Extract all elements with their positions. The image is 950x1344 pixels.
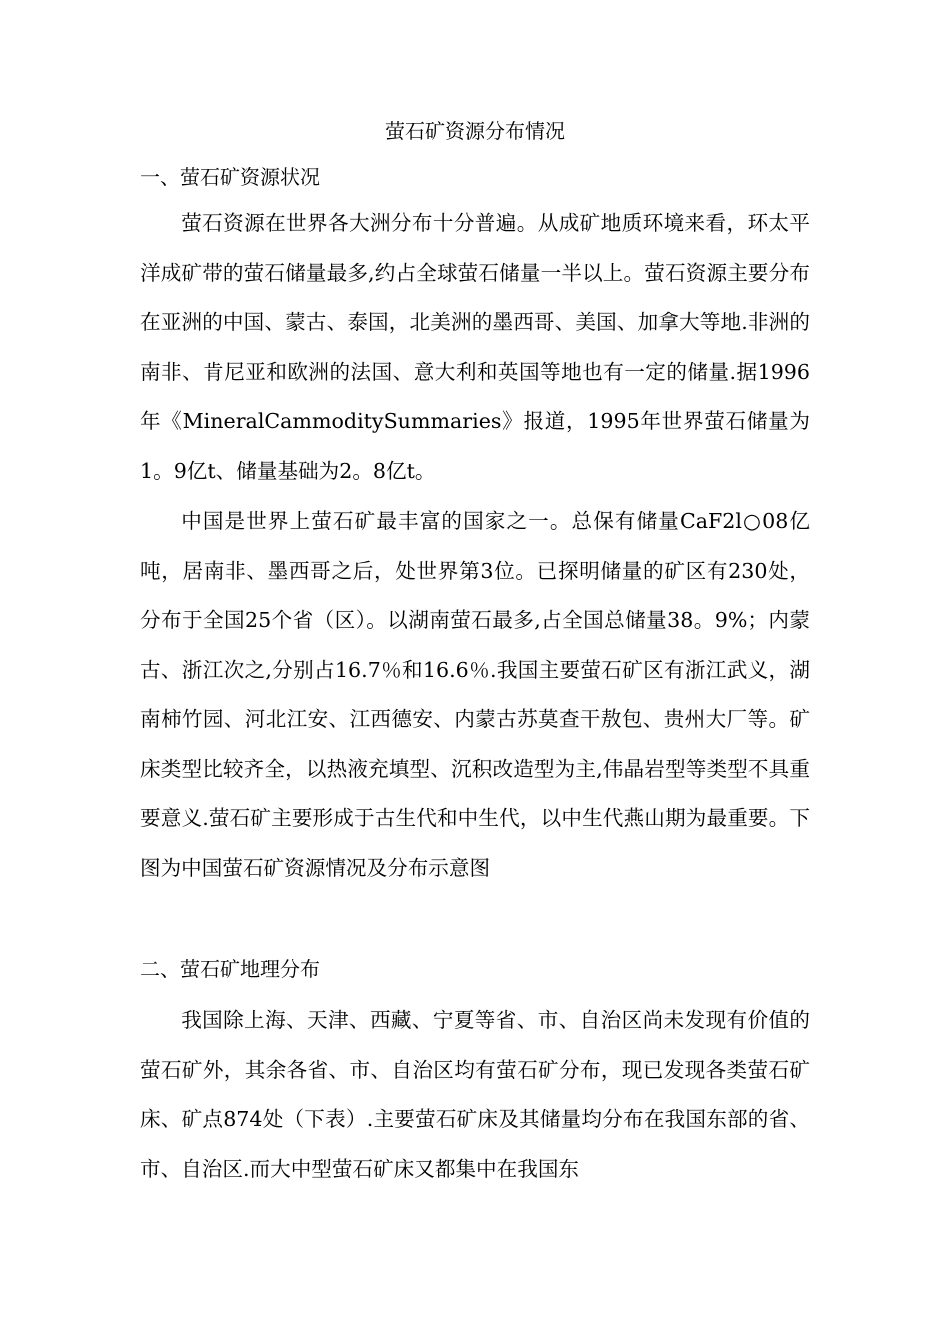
section-heading-resource-status: 一、萤石矿资源状况 xyxy=(140,165,320,189)
section-heading-geographic-distribution: 二、萤石矿地理分布 xyxy=(140,957,320,981)
paragraph-world-distribution: 萤石资源在世界各大洲分布十分普遍。从成矿地质环境来看，环太平洋成矿带的萤石储量最多,约占全球萤石储量一半以上。萤石资源主要分布在亚洲的中国、蒙古、泰国，北美洲的墨西哥、美国、加拿大等地.非洲的南非、肯尼亚和欧洲的法国、意大利和英国等地也有一定的储量.据1996年《MineralCammoditySummaries》报道，1995年世界萤石储量为1。9亿t、储量基础为2。8亿t。 xyxy=(140,211,810,483)
document-title: 萤石矿资源分布情况 xyxy=(385,119,565,143)
paragraph-china-reserves: 中国是世界上萤石矿最丰富的国家之一。总保有储量CaF2l○08亿吨，居南非、墨西哥之后，处世界第3位。已探明储量的矿区有230处，分布于全国25个省（区）。以湖南萤石最多,占全国总储量38。9%；内蒙古、浙江次之,分别占16.7％和16.6％.我国主要萤石矿区有浙江武义，湖南柿竹园、河北江安、江西德安、内蒙古苏莫查干敖包、贵州大厂等。矿床类型比较齐全，以热液充填型、沉积改造型为主,伟晶岩型等类型不具重要意义.萤石矿主要形成于古生代和中生代，以中生代燕山期为最重要。下图为中国萤石矿资源情况及分布示意图 xyxy=(140,509,810,880)
paragraph-domestic-distribution: 我国除上海、天津、西藏、宁夏等省、市、自治区尚未发现有价值的萤石矿外，其余各省、市、自治区均有萤石矿分布，现已发现各类萤石矿床、矿点874处（下表）.主要萤石矿床及其储量均分布在我国东部的省、市、自治区.而大中型萤石矿床又都集中在我国东 xyxy=(140,1008,810,1181)
